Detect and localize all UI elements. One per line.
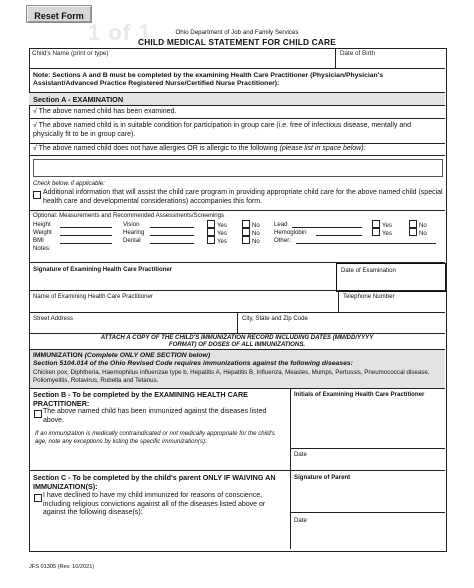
- additional-info-area: [29, 177, 445, 209]
- divider: [290, 388, 291, 549]
- initials-label: Initials of Examining Health Care Practitioner: [294, 391, 425, 398]
- section-c-date-label: Date: [294, 517, 307, 524]
- no-label: No: [252, 222, 260, 229]
- other-label: Other:: [274, 237, 291, 244]
- notes-label: Notes:: [33, 245, 51, 252]
- section-a-item-2: [29, 119, 445, 144]
- hemoglobin-field[interactable]: [316, 228, 362, 236]
- divider: [29, 388, 445, 389]
- street-address-label: Street Address: [33, 315, 73, 322]
- immunization-title-text: IMMUNIZATION: [33, 352, 83, 359]
- checkbox[interactable]: [409, 220, 417, 228]
- lead-label: Lead: [274, 221, 288, 228]
- exception-field[interactable]: [33, 455, 287, 467]
- optional-measurements-label: Optional: Measurements and Recommended Assessments/Screenings: [33, 212, 225, 219]
- vision-label: Vision: [123, 221, 140, 228]
- immunization-header: [30, 350, 445, 388]
- yes-label: Yes: [382, 230, 392, 237]
- telephone-field[interactable]: [339, 291, 445, 312]
- allergy-statement: [33, 145, 366, 154]
- section-a-header: [29, 93, 445, 106]
- yes-label: Yes: [217, 230, 227, 237]
- dob-field[interactable]: [339, 58, 443, 67]
- city-state-zip-label: City, State and Zip Code: [242, 315, 308, 322]
- divider: [290, 512, 445, 513]
- vision-field[interactable]: [150, 220, 194, 228]
- yes-label: Yes: [217, 238, 227, 245]
- date-of-exam-field[interactable]: [336, 263, 446, 292]
- weight-field[interactable]: [60, 228, 112, 236]
- child-info-row: [29, 48, 445, 69]
- divider: [29, 470, 445, 471]
- practitioner-name-label: Name of Examining Health Care Practitioner: [33, 293, 153, 300]
- additional-info-checkbox[interactable]: [33, 191, 41, 199]
- note-text: Note: Sections A and B must be completed by the examining Health Care Practitioner (Physician/Physician's Assistant/Advanced Practice Registered Nurse/Certified Nurse Practitioner):: [33, 72, 384, 87]
- hemoglobin-label: Hemoglobin: [274, 229, 307, 236]
- parent-signature-label: Signature of Parent: [294, 474, 351, 481]
- checkbox[interactable]: [242, 220, 250, 228]
- section-a-item-1: [29, 106, 445, 119]
- practitioner-name-field[interactable]: [29, 291, 336, 312]
- child-name-label: Child's Name (print or type): [32, 50, 109, 57]
- yes-label: Yes: [382, 222, 392, 229]
- page-watermark: 1 of 1: [88, 20, 152, 45]
- practitioner-signature-field[interactable]: [29, 263, 336, 290]
- dental-no[interactable]: [242, 236, 260, 245]
- form-title: CHILD MEDICAL STATEMENT FOR CHILD CARE: [138, 37, 336, 47]
- hearing-label: Hearing: [123, 229, 145, 236]
- no-label: No: [252, 230, 260, 237]
- checkbox[interactable]: [409, 228, 417, 236]
- attach-immunization-notice: ATTACH A COPY OF THE CHILD'S IMMUNIZATION RECORD INCLUDING DATES (MM/DD/YYYY FORMAT) OF DOSES OF ALL IMMUNIZATIONS.: [100, 334, 374, 348]
- checkbox[interactable]: [242, 236, 250, 244]
- checkbox[interactable]: [372, 228, 380, 236]
- additional-info-text: Additional information that will assist the child care program in providing appropriate child care for the above named child (special health care and developmental considerations) accompanies this form.: [43, 189, 443, 205]
- immunization-diseases: Chicken pox, Diphtheria, Haemophilus influenzae type b, Hepatitis A, Hepatitis B, Influenza, Measles, Mumps, Pertussis, Pneumococcal disease, Poliomyelitis, Rotavirus, Rubella and Tetanus.: [33, 369, 430, 384]
- height-field[interactable]: [60, 220, 112, 228]
- section-a-item-3: [29, 144, 445, 156]
- note-row: [29, 69, 445, 93]
- allergy-hint: (please list in space below):: [279, 145, 366, 152]
- waiver-checkbox[interactable]: [34, 494, 42, 502]
- no-label: No: [419, 222, 427, 229]
- section-c-title: Section C - To be completed by the child's parent ONLY IF WAIVING AN IMMUNIZATION(S):: [33, 473, 276, 491]
- street-address-field[interactable]: [29, 313, 236, 333]
- allergy-statement-text: √ The above named child does not have allergies OR is allergic to the following: [33, 145, 278, 152]
- department-name: Ohio Department of Job and Family Services: [175, 29, 299, 36]
- bmi-label: BMI: [33, 237, 44, 244]
- immunization-law: Section 5104.014 of the Ohio Revised Code requires immunizations against the following diseases:: [33, 360, 353, 367]
- parent-signature-field[interactable]: [292, 483, 444, 511]
- other-field[interactable]: [296, 236, 436, 244]
- bmi-field[interactable]: [60, 236, 112, 244]
- immunized-statement: The above named child has been immunized against the diseases listed above.: [43, 408, 267, 424]
- divider: [290, 448, 445, 449]
- checkbox[interactable]: [207, 228, 215, 236]
- divider: [335, 48, 336, 69]
- section-b-title: Section B - To be completed by the EXAMINING HEALTH CARE PRACTITIONER:: [33, 390, 248, 408]
- examined-statement: √ The above named child has been examined.: [33, 108, 177, 115]
- no-label: No: [252, 238, 260, 245]
- initials-field[interactable]: [292, 400, 444, 448]
- city-state-zip-field[interactable]: [238, 313, 444, 333]
- hemoglobin-no[interactable]: [409, 228, 427, 237]
- dental-field[interactable]: [150, 236, 194, 244]
- weight-label: Weight: [33, 229, 52, 236]
- check-below-label: Check below, if applicable:: [33, 180, 105, 187]
- checkbox[interactable]: [207, 220, 215, 228]
- waiver-statement: I have declined to have my child immunized for reasons of conscience, including religious convictions against all of the diseases listed above or against the following disease(s):: [43, 492, 266, 517]
- telephone-label: Telephone Number: [343, 293, 395, 300]
- lead-field[interactable]: [292, 220, 362, 228]
- no-label: No: [419, 230, 427, 237]
- dental-label: Dental: [123, 237, 141, 244]
- section-a-title: Section A - EXAMINATION: [33, 95, 124, 104]
- immunization-title: [33, 352, 210, 359]
- reset-form-button[interactable]: Reset Form: [26, 5, 92, 23]
- checkbox[interactable]: [207, 236, 215, 244]
- yes-label: Yes: [217, 222, 227, 229]
- hemoglobin-yes[interactable]: [372, 228, 392, 237]
- section-b-exception-note: If an immunization is medically contraindicated or not medically appropriate for the child's age, note any exceptions by listing the specific immunization(s):: [35, 430, 275, 445]
- checkbox[interactable]: [372, 220, 380, 228]
- divider: [29, 210, 445, 211]
- hearing-field[interactable]: [150, 228, 194, 236]
- height-label: Height: [33, 221, 51, 228]
- allergy-input[interactable]: [33, 159, 443, 177]
- suitable-condition-statement: √ The above named child is in suitable condition for participation in group care (i.e. free of infectious disease, mentally and physically fit to be in group care).: [33, 122, 412, 138]
- child-name-field[interactable]: [31, 58, 331, 67]
- date-of-exam-label: Date of Examination: [341, 267, 396, 274]
- immunized-checkbox[interactable]: [34, 410, 42, 418]
- immunization-title-rest: (Complete ONLY ONE SECTION below): [84, 352, 211, 359]
- signature-label: Signature of Examining Health Care Practitioner: [33, 266, 173, 273]
- dob-label: Date of Birth: [340, 50, 375, 57]
- checkbox[interactable]: [242, 228, 250, 236]
- dental-yes[interactable]: [207, 236, 227, 245]
- form-number: JFS 01305 (Rev. 10/2021): [29, 564, 95, 570]
- section-b-date-label: Date: [294, 451, 307, 458]
- waived-diseases-field[interactable]: [33, 522, 287, 546]
